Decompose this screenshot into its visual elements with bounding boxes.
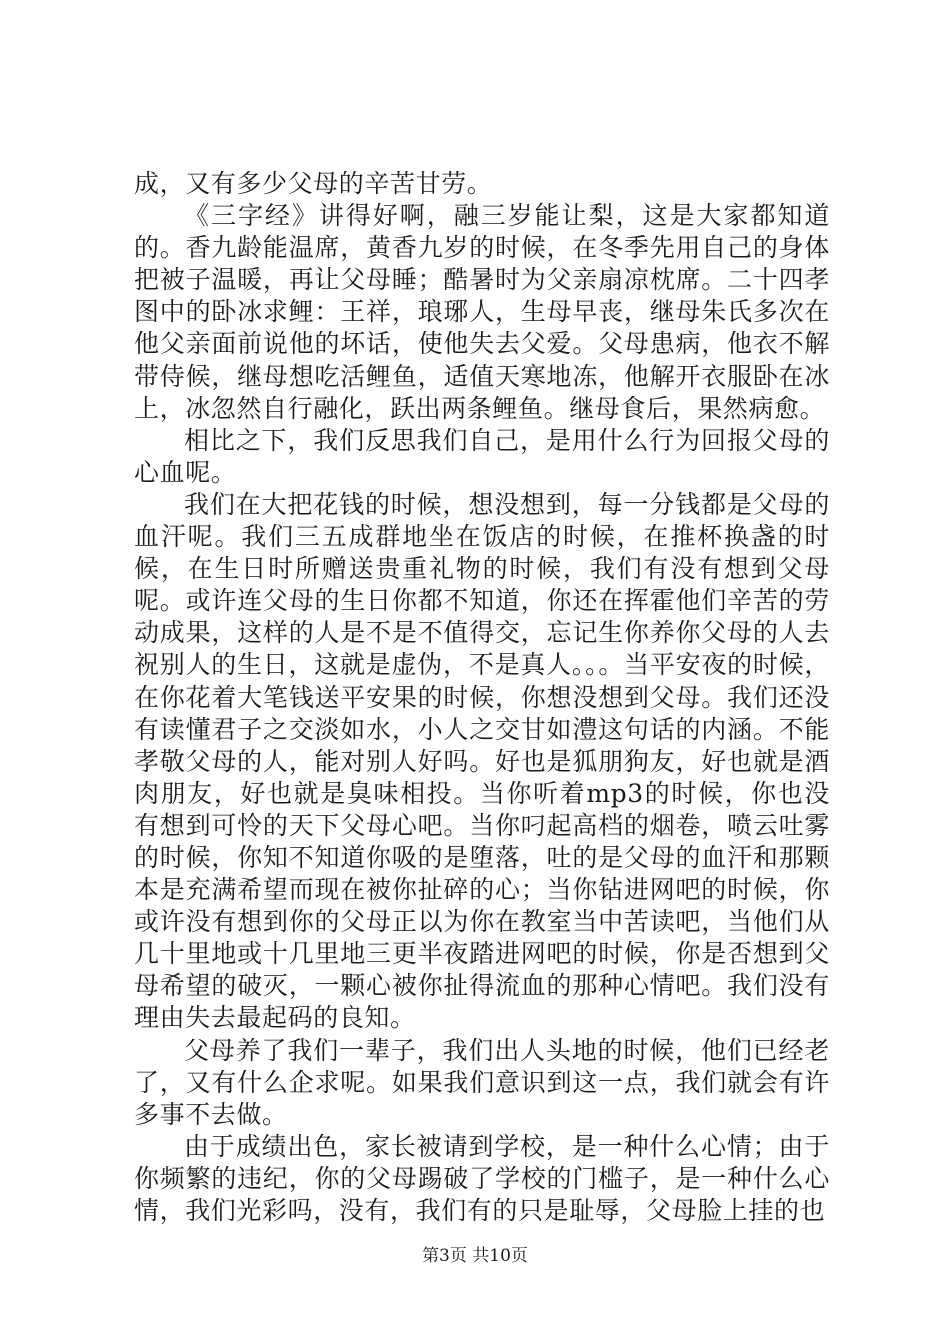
document-body <box>134 168 830 1227</box>
paragraph-1: 成，又有多少父母的辛苦甘劳。 <box>134 169 493 198</box>
paragraph-6: 由于成绩出色，家长被请到学校，是一种什么心情；由于你频繁的违纪，你的父母踢破了学校的门槛子，是一种什么心情，我们光彩吗，没有，我们有的只是耻辱，父母脸上挂的也 <box>134 1131 830 1225</box>
paragraph-3: 相比之下，我们反思我们自己，是用什么行为回报父母的心血呢。 <box>134 425 830 487</box>
paragraph-2: 《三字经》讲得好啊，融三岁能让梨，这是大家都知道的。香九龄能温席，黄香九岁的时候，在冬季先用自己的身体把被子温暖，再让父母睡；酷暑时为父亲扇凉枕席。二十四孝图中的卧冰求鲤：王祥，琅琊人，生母早丧，继母朱氏多次在他父亲面前说他的坏话，使他失去父爱。父母患病，他衣不解带侍候，继母想吃活鲤鱼，适值天寒地冻，他解开衣服卧在冰上，冰忽然自行融化，跃出两条鲤鱼。继母食后，果然病愈。 <box>134 201 830 423</box>
page-footer: 第3页 共10页 <box>422 1246 528 1266</box>
paragraph-5: 父母养了我们一辈子，我们出人头地的时候，他们已经老了，又有什么企求呢。如果我们意识到这一点，我们就会有许多事不去做。 <box>134 1035 830 1129</box>
paragraph-4: 我们在大把花钱的时候，想没想到，每一分钱都是父母的血汗呢。我们三五成群地坐在饭店的时候，在推杯换盏的时候，在生日时所赠送贵重礼物的时候，我们有没有想到父母呢。或许连父母的生日你都不知道，你还在挥霍他们辛苦的劳动成果，这样的人是不是不值得交，忘记生你养你父母的人去祝别人的生日，这就是虚伪，不是真人。。。当平安夜的时候，在你花着大笔钱送平安果的时候，你想没想到父母。我们还没有读懂君子之交淡如水，小人之交甘如澧这句话的内涵。不能孝敬父母的人，能对别人好吗。好也是狐朋狗友，好也就是酒肉朋友，好也就是臭味相投。当你听着mp3的时候，你也没有想到可怜的天下父母心吧。当你叼起高档的烟卷，喷云吐雾的时候，你知不知道你吸的是堕落，吐的是父母的血汗和那颗本是充满希望而现在被你扯碎的心；当你钻进网吧的时候，你或许没有想到你的父母正以为你在教室当中苦读吧，当他们从几十里地或十几里地三更半夜踏进网吧的时候，你是否想到父母希望的破灭，一颗心被你扯得流血的那种心情吧。我们没有理由失去最起码的良知。 <box>134 489 830 1033</box>
